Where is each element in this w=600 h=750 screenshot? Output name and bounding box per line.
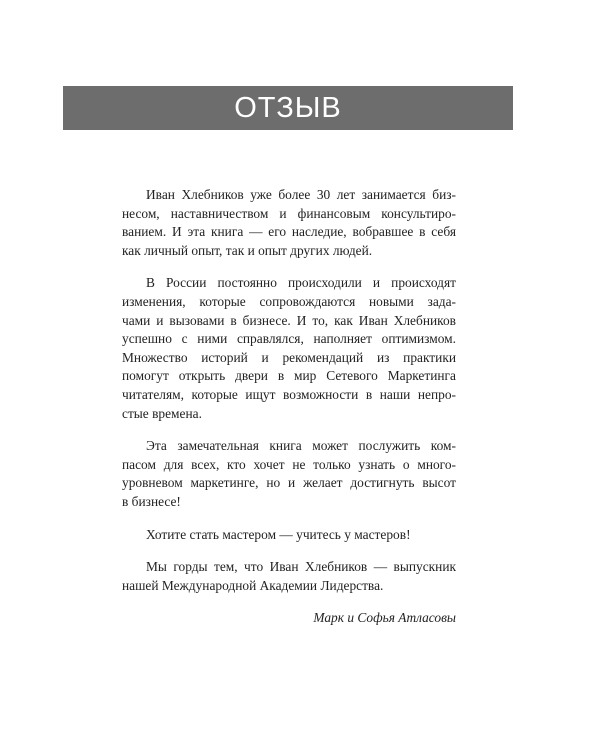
text-line: Эта замечательная книга может послужить ком-	[146, 438, 456, 454]
text-line: читателям, которые ищут возможности в наши непро-	[122, 386, 456, 402]
text-line: стые времена.	[122, 405, 202, 421]
text-line: Иван Хлебников уже более 30 лет занимается биз-	[146, 187, 456, 202]
text-line: Множество историй и рекомендаций из практики	[122, 349, 456, 365]
page-title: ОТЗЫВ	[234, 91, 342, 124]
paragraph-4	[122, 526, 456, 545]
signature: Марк и Софья Атласовы	[313, 610, 456, 626]
paragraph-3	[122, 437, 456, 511]
text-line: уровневом маркетинге, но и желает достигнуть высот	[122, 475, 456, 491]
text-line: успешно с ними справлялся, наполняет оптимизмом.	[122, 331, 456, 347]
text-line: пасом для всех, кто хочет не только узнать о много-	[122, 456, 456, 472]
paragraph-5	[122, 558, 456, 595]
text-line: нашей Международной Академии Лидерства.	[122, 577, 384, 593]
text-line: несом, наставничеством и финансовым консультиро-	[122, 205, 456, 221]
text-line: Хотите стать мастером — учитесь у мастеров!	[146, 526, 411, 542]
text-line: ванием. И эта книга — его наследие, вобравшее в себя	[122, 224, 456, 240]
paragraph-1	[122, 186, 456, 260]
text-line: Мы горды тем, что Иван Хлебников — выпускник	[146, 559, 456, 575]
header-band	[63, 86, 513, 130]
review-body	[122, 186, 456, 628]
paragraph-2	[122, 274, 456, 423]
text-line: как личный опыт, так и опыт других людей.	[122, 242, 373, 258]
text-line: В России постоянно происходили и происходят	[146, 275, 456, 291]
text-line: помогут открыть двери в мир Сетевого Маркетинга	[122, 368, 456, 384]
text-line: в бизнесе!	[122, 493, 181, 509]
text-line: изменения, которые сопровождаются новыми зада-	[122, 293, 456, 309]
text-line: чами и вызовами в бизнесе. И то, как Иван Хлебников	[122, 312, 456, 328]
